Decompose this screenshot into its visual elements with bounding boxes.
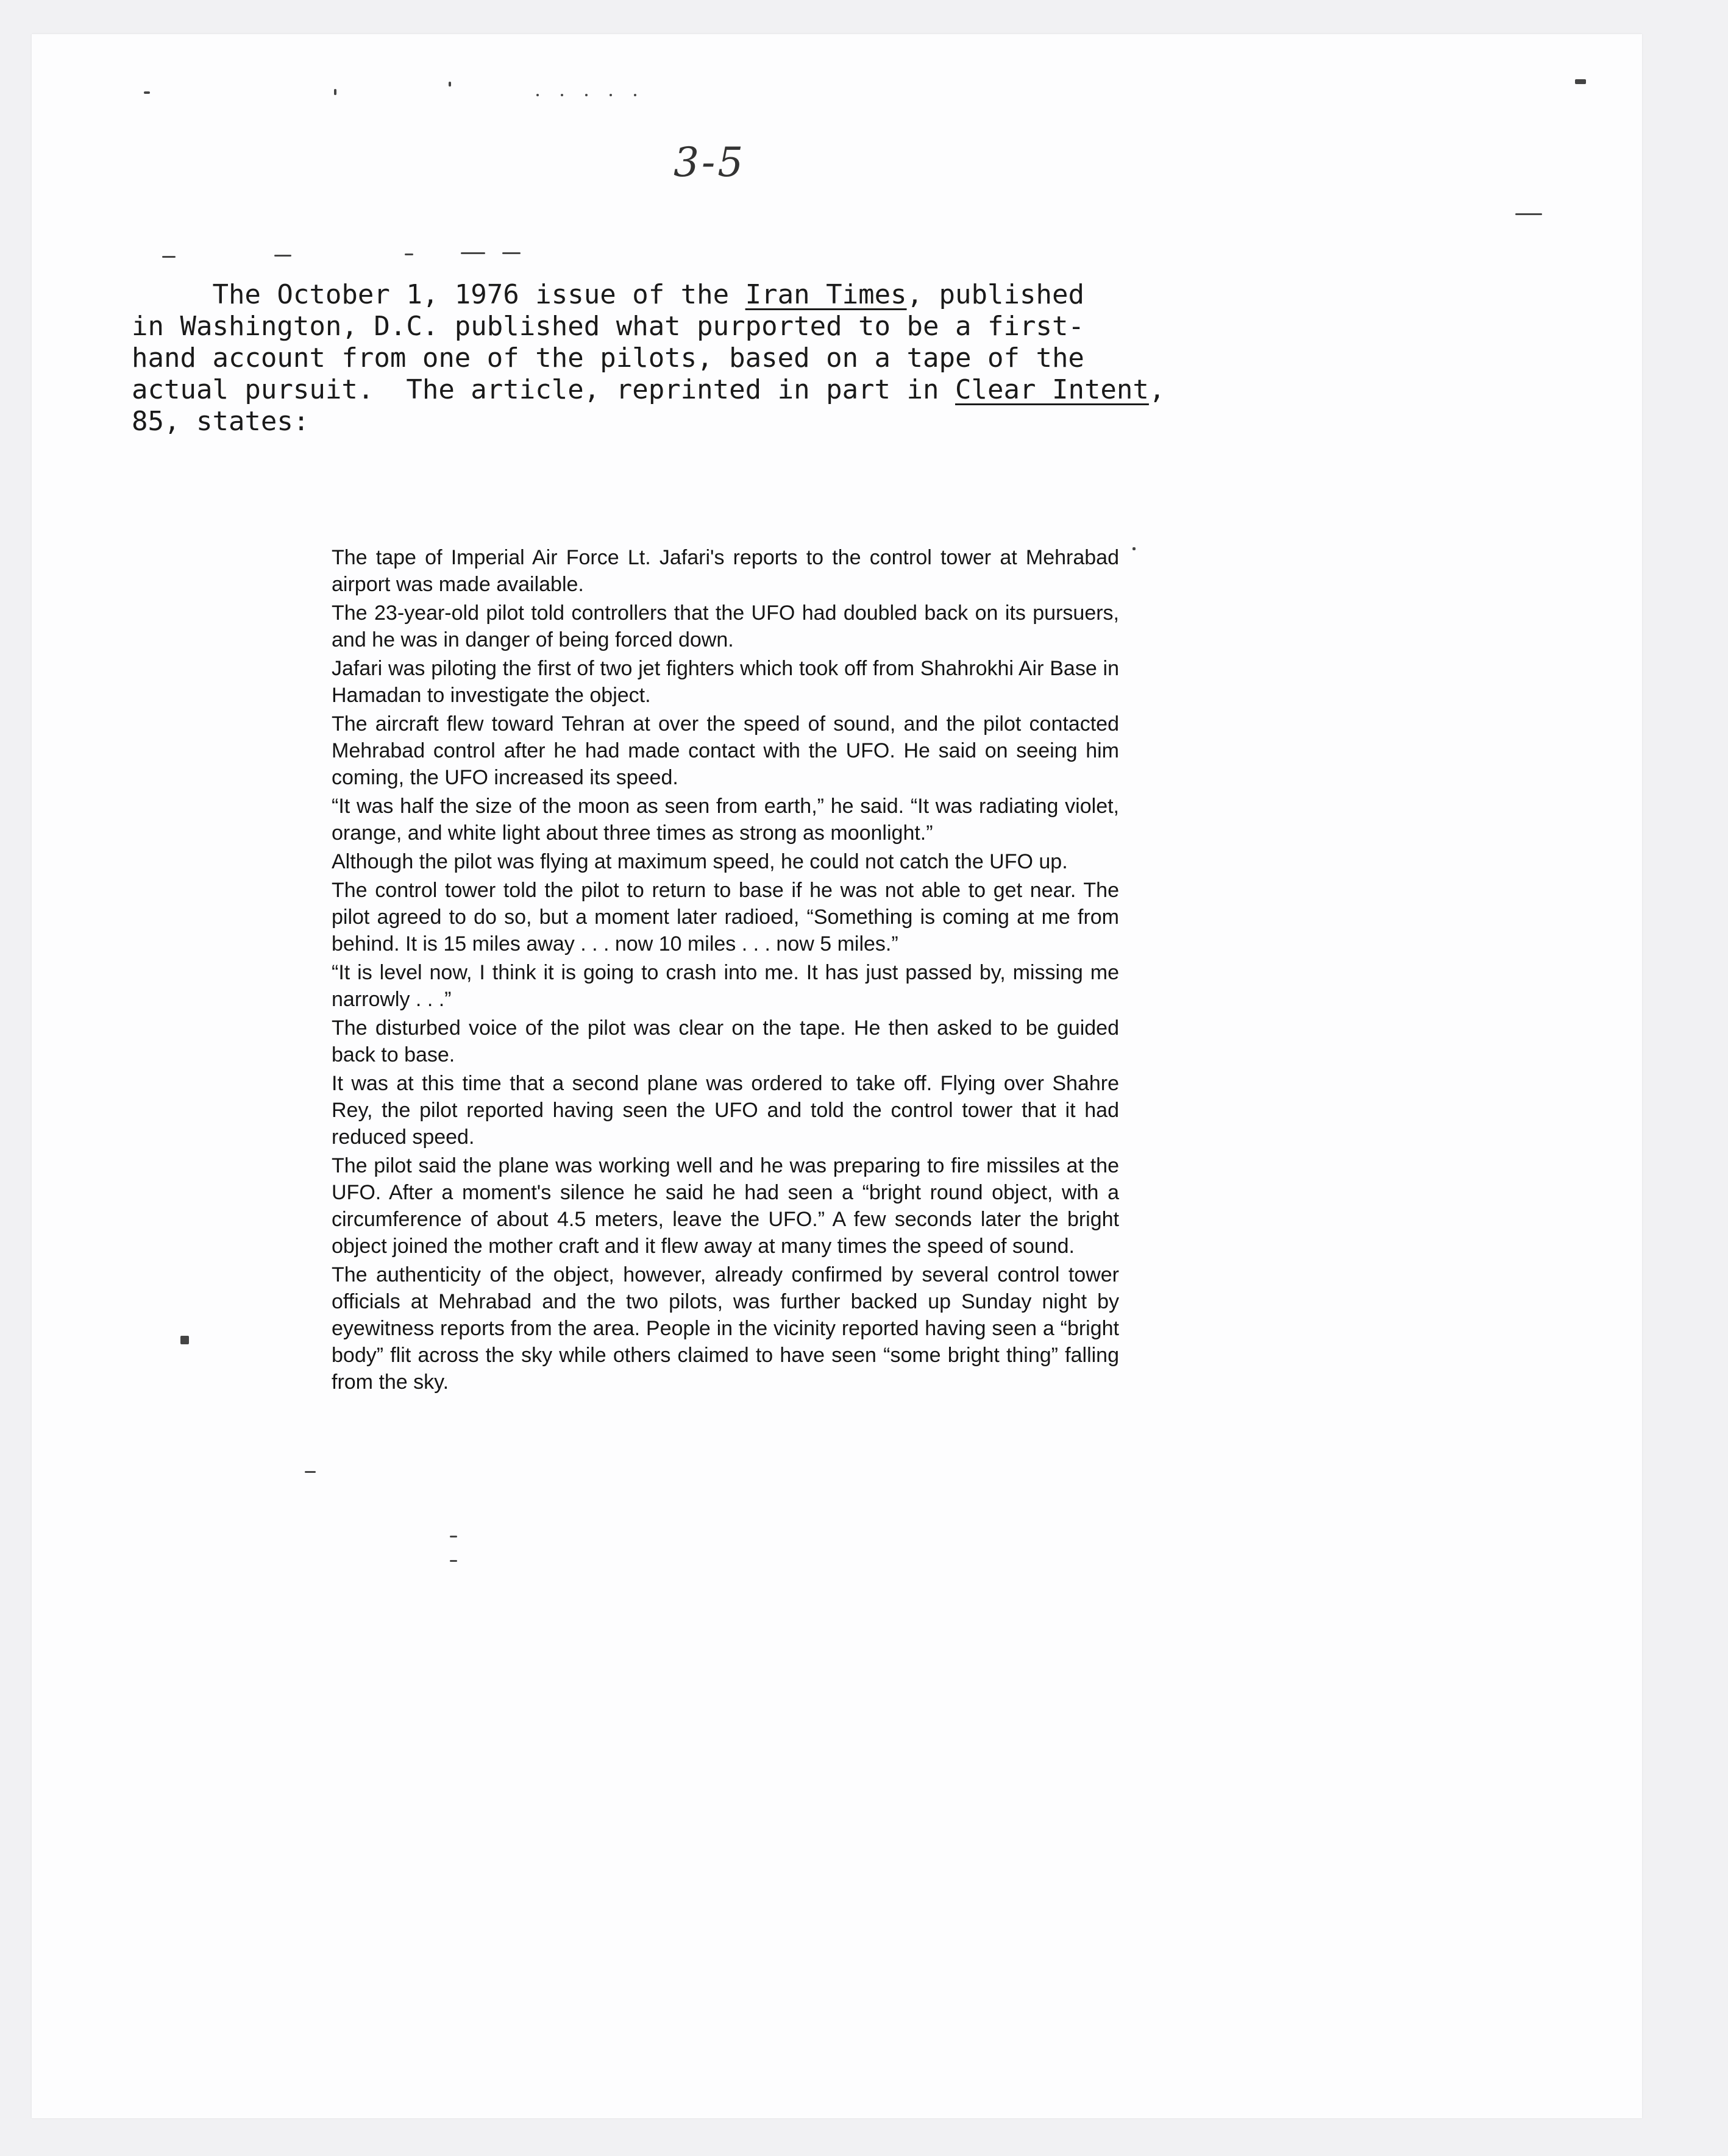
intro-line-2: in Washington, D.C. published what purported to be a first- [132, 311, 1084, 342]
quote-paragraph: The authenticity of the object, however, already confirmed by several control tower officials at Mehrabad and the two pilots, was further backed up Sunday night by eyewitness reports from the area. People in the vicinity reported having seen a “bright body” flit across the sky while others claimed to have seen “some bright thing” falling from the sky. [332, 1263, 1119, 1394]
publication-title-clear-intent: Clear Intent [955, 374, 1149, 405]
scan-speck [334, 89, 336, 95]
scan-speck [1575, 79, 1586, 84]
quote-paragraph: “It is level now, I think it is going to crash into me. It has just passed by, missing me narrowly . . .” [332, 961, 1119, 1011]
intro-line-1a: The October 1, 1976 issue of the [132, 279, 745, 310]
intro-line-1b: , published [906, 279, 1084, 310]
quote-paragraph: The pilot said the plane was working well and he was preparing to fire missiles at the UFO. After a moment's silence he said he had seen a “bright round object, with a circumference of about 4.5 meters, leave the UFO.” A few seconds later the bright object joined the mother craft and it flew away at many times the speed of sound. [332, 1154, 1119, 1258]
intro-line-4a: actual pursuit. The article, reprinted in part in [132, 374, 956, 405]
quote-paragraph: The disturbed voice of the pilot was clear on the tape. He then asked to be guided back to base. [332, 1016, 1119, 1066]
intro-line-5: 85, states: [132, 406, 310, 437]
scan-speck [450, 1536, 457, 1537]
scan-speck [274, 255, 291, 257]
publication-title-iran-times: Iran Times [745, 279, 907, 310]
scan-speck [162, 256, 176, 258]
quote-paragraph: The aircraft flew toward Tehran at over the speed of sound, and the pilot contacted Mehrabad control after he had made contact with the UFO. He said on seeing him coming, the UFO increased its speed. [332, 712, 1119, 789]
quote-paragraph: It was at this time that a second plane was ordered to take off. Flying over Shahre Rey, the pilot reported having seen the UFO and told the control tower that it had reduced speed. [332, 1072, 1119, 1149]
intro-line-3: hand account from one of the pilots, based on a tape of the [132, 342, 1084, 374]
scan-speck [634, 94, 636, 96]
quote-paragraph: The tape of Imperial Air Force Lt. Jafari's reports to the control tower at Mehrabad airport was made available. [332, 546, 1119, 596]
scan-speck [144, 91, 150, 94]
quote-paragraph: The 23-year-old pilot told controllers that the UFO had doubled back on its pursuers, and he was in danger of being forced down. [332, 601, 1119, 651]
scan-speck [449, 82, 451, 87]
quote-paragraph: Although the pilot was flying at maximum speed, he could not catch the UFO up. [332, 850, 1068, 873]
quote-paragraph: Jafari was piloting the first of two jet fighters which took off from Shahrokhi Air Base in Hamadan to investigate the object. [332, 657, 1119, 707]
intro-paragraph [132, 279, 1351, 438]
quote-paragraph: “It was half the size of the moon as seen from earth,” he said. “It was radiating violet, orange, and white light about three times as strong as moonlight.” [332, 795, 1119, 845]
scan-speck [536, 94, 539, 96]
handwritten-page-number: 3-5 [674, 139, 746, 186]
intro-line-4b: , [1148, 374, 1165, 405]
scan-speck [461, 252, 485, 254]
scan-speck [450, 1560, 457, 1562]
scan-speck [585, 94, 588, 96]
scan-speck [502, 252, 521, 254]
quote-paragraph: The control tower told the pilot to return to base if he was not able to get near. The pilot agreed to do so, but a moment later radioed, “Something is coming at me from behind. It is 15 miles away . . . now 10 miles . . . now 5 miles.” [332, 879, 1119, 956]
scan-speck [1132, 547, 1136, 550]
scan-speck [1515, 213, 1542, 215]
scan-speck [561, 94, 563, 96]
quoted-article [332, 544, 1119, 1397]
scan-speck [405, 254, 413, 255]
scan-speck [180, 1336, 189, 1344]
scan-speck [305, 1471, 316, 1473]
scan-speck [610, 94, 612, 96]
